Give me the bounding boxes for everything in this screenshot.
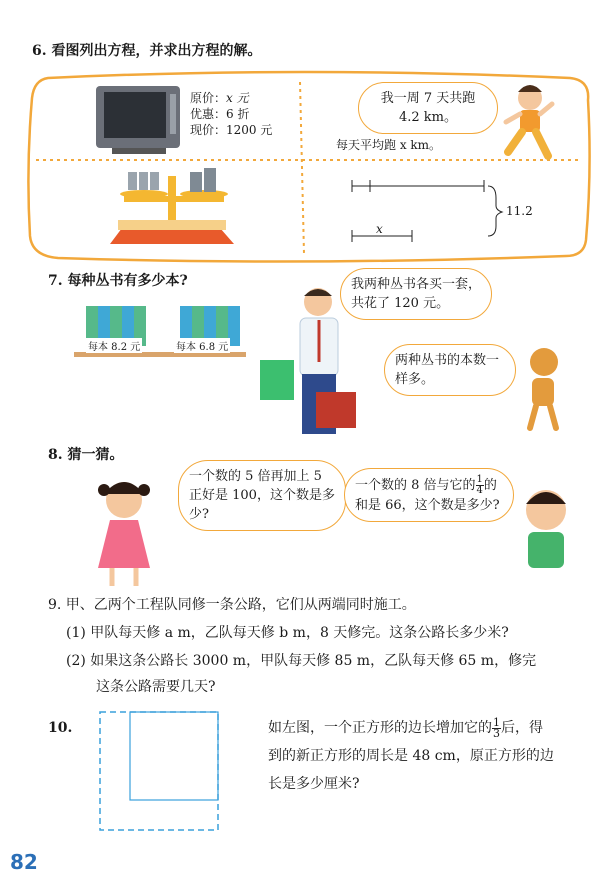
- q8-heading: 8. 猜一猜。: [48, 447, 124, 463]
- q9-heading: 9. 甲、乙两个工程队同修一条公路，它们从两端同时施工。: [48, 597, 416, 613]
- boy-bubble-text-a: 一个数的 8 倍与它的: [355, 478, 476, 493]
- q10-number: 10.: [48, 720, 73, 736]
- q10-text-a: 如左图，一个正方形的边长增加它的: [268, 720, 492, 736]
- boy-bubble-fraction: $\frac{1}{4}$: [476, 474, 483, 496]
- girl-speech-bubble: 一个数的 5 倍再加上 5 正好是 100，这个数是多少?: [178, 460, 346, 531]
- q10-text-b: 后，得: [501, 720, 543, 736]
- brace-value: 11.2: [506, 204, 533, 218]
- price-tag-a: 每本 8.2 元: [86, 338, 142, 353]
- boy-bubble-text-b: 的和是 66，这个数是多少?: [355, 478, 500, 513]
- q9-item-1: (1) 甲队每天修 a m，乙队每天修 b m，8 天修完。这条公路长多少米?: [66, 625, 509, 641]
- q6-heading: 6. 看图列出方程，并求出方程的解。: [32, 43, 262, 59]
- now-price-value: 1200 元: [226, 123, 273, 137]
- q9-item-2: (2) 如果这条公路长 3000 m，甲队每天修 85 m，乙队每天修 65 m，修完: [66, 653, 537, 669]
- segment-variable: x: [376, 222, 383, 236]
- discount-label: 优惠：: [190, 107, 227, 121]
- q10-fraction: $\frac{1}{3}$: [493, 715, 500, 740]
- q10-text: [268, 714, 578, 798]
- orig-price-value: x 元: [226, 91, 249, 105]
- orig-price-label: 原价：: [190, 91, 227, 105]
- q9-item-2-cont: 这条公路需要几天?: [96, 679, 216, 695]
- q10-text-d: 长是多少厘米?: [268, 776, 360, 792]
- run-speech-bubble: 我一周 7 天共跑 4.2 km。: [358, 82, 498, 134]
- discount-value: 6 折: [226, 107, 250, 121]
- page-number: 82: [10, 850, 38, 874]
- dog-speech-bubble: 两种丛书的本数一样多。: [384, 344, 516, 396]
- run-question: 每天平均跑 x km。: [336, 138, 442, 152]
- q10-text-c: 到的新正方形的周长是 48 cm，原正方形的边: [268, 748, 554, 764]
- price-tag-b: 每本 6.8 元: [174, 338, 230, 353]
- man-speech-bubble: 我两种丛书各买一套，共花了 120 元。: [340, 268, 492, 320]
- q7-heading: 7. 每种丛书有多少本?: [48, 273, 188, 289]
- now-price-label: 现价：: [190, 123, 227, 137]
